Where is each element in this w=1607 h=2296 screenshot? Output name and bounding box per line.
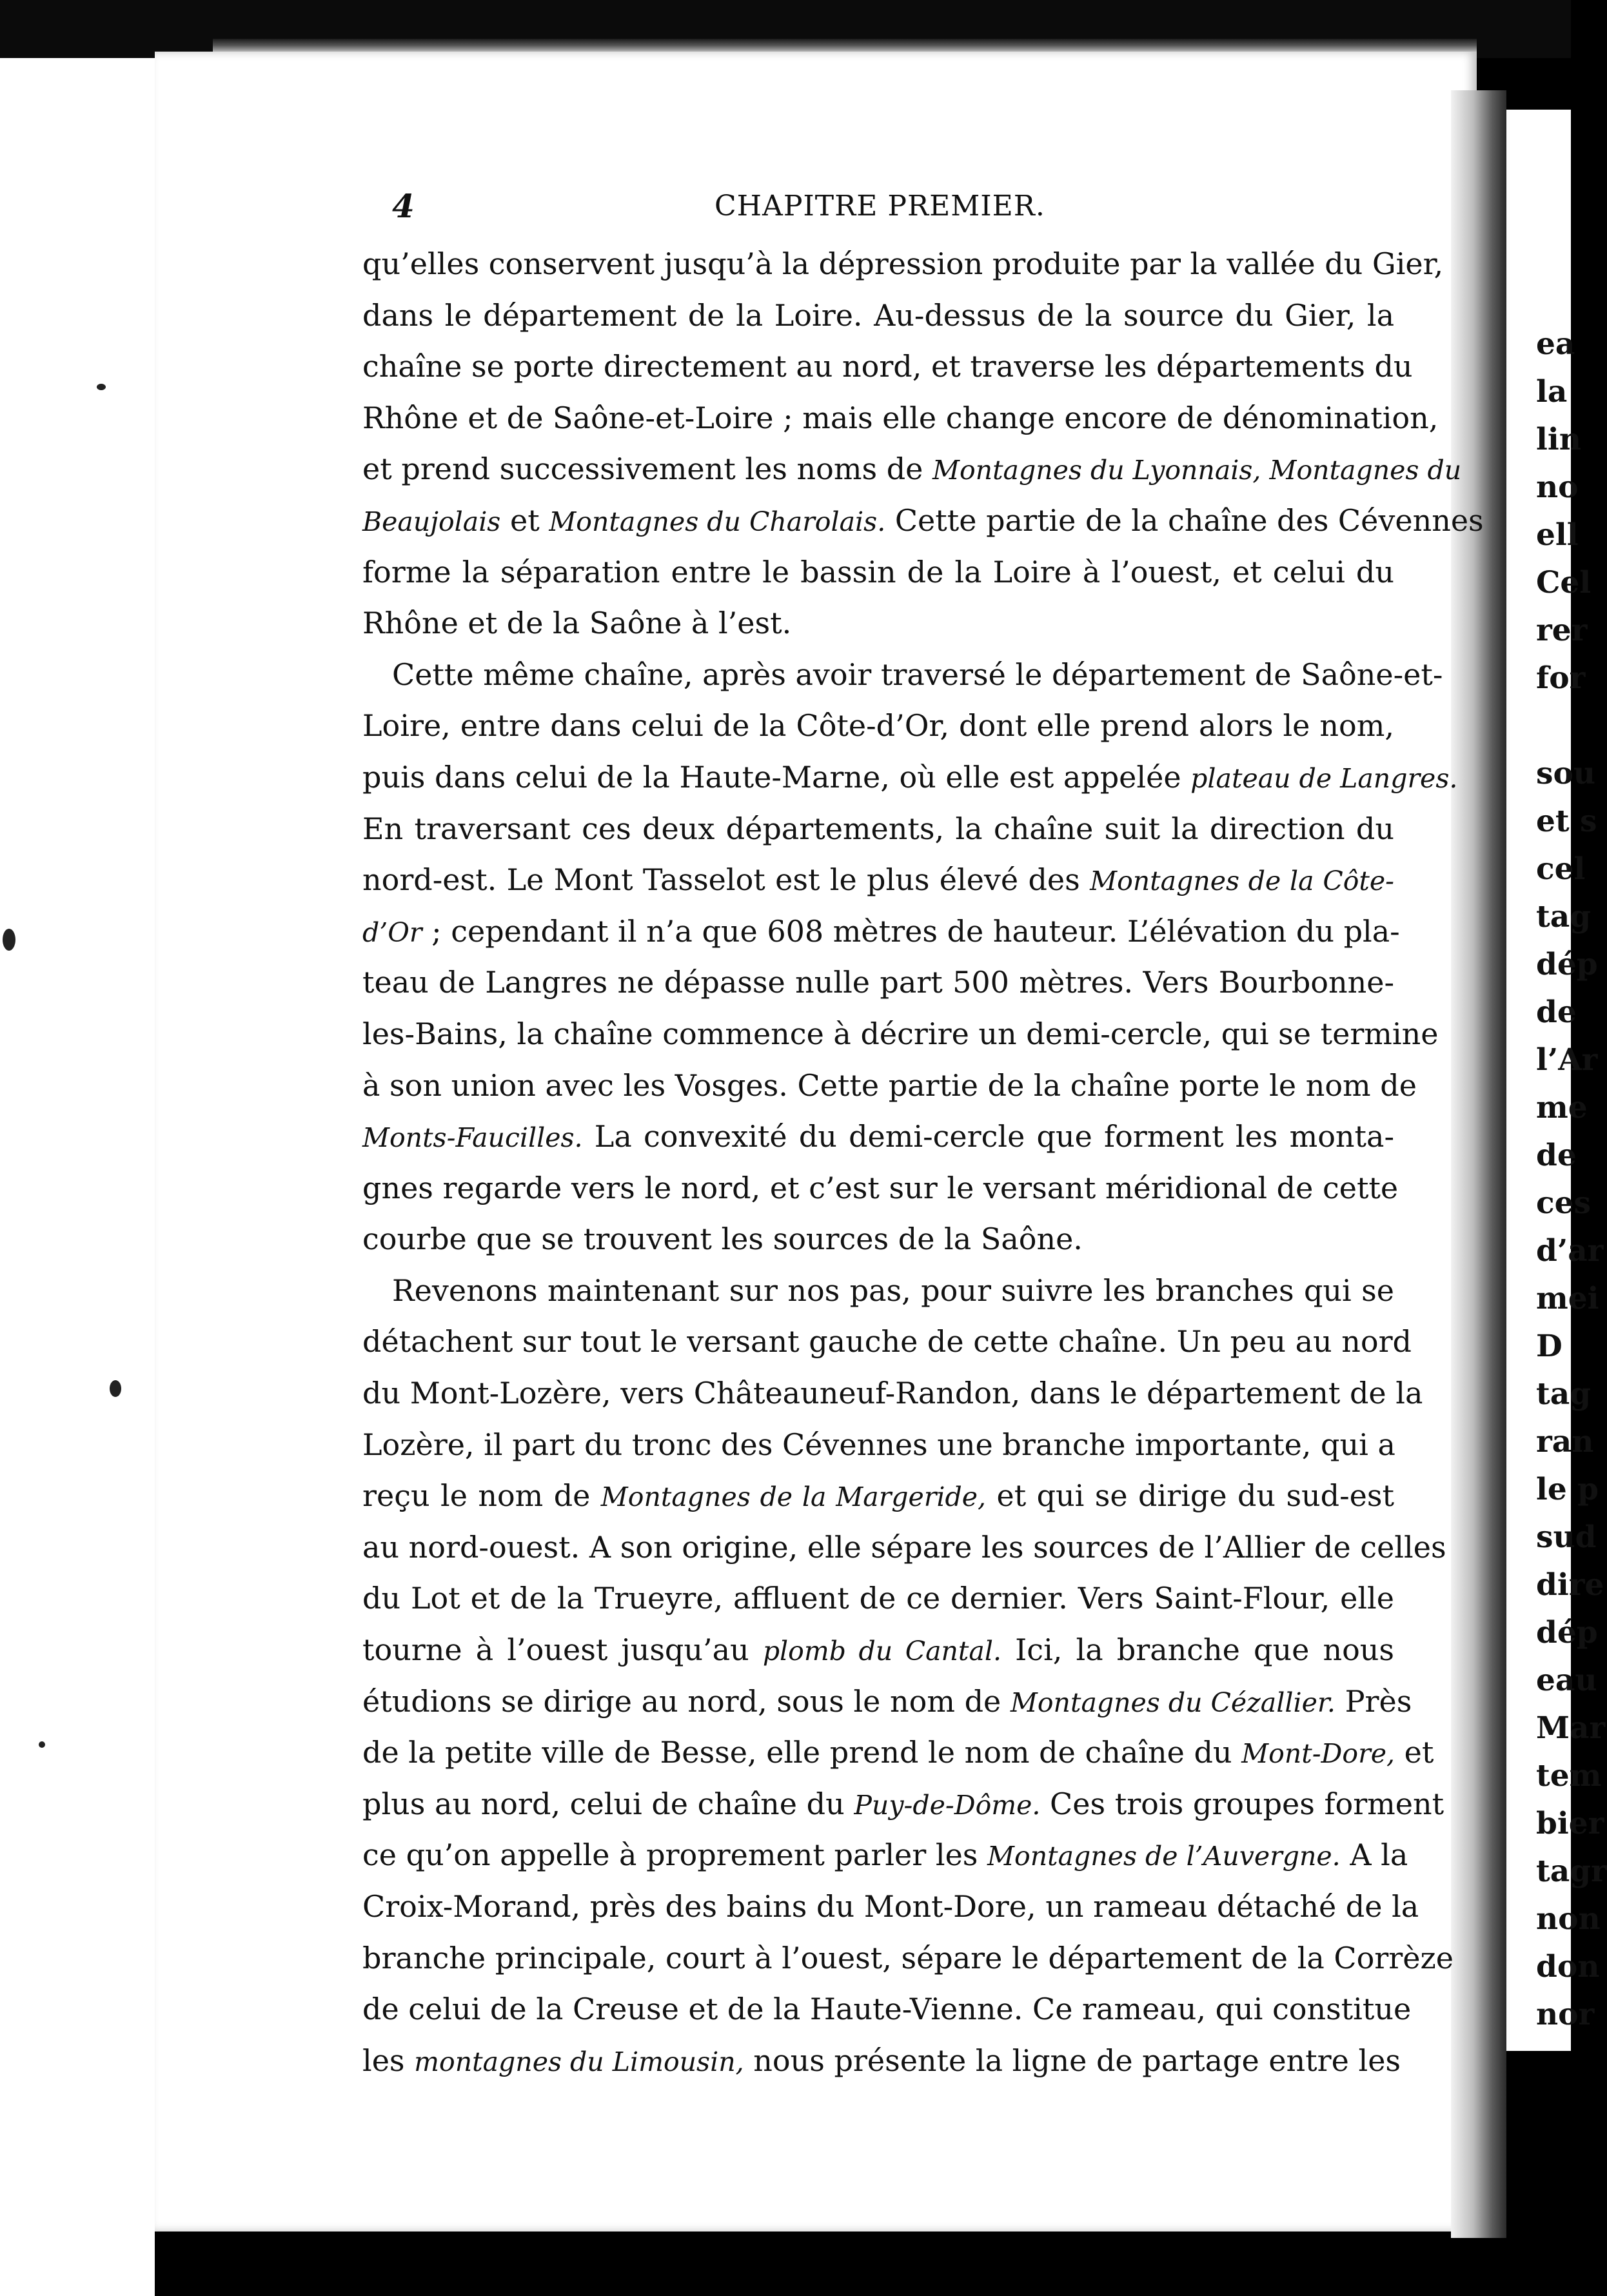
body-text — [362, 239, 1484, 2086]
text-line — [362, 649, 1443, 701]
text-line — [362, 906, 1400, 958]
italic-term: Puy-de-Dôme. — [854, 1789, 1041, 1821]
italic-term: plomb du Cantal. — [762, 1636, 1001, 1667]
facing-page-fragment: tagr — [1536, 1854, 1607, 1889]
text-line — [362, 393, 1439, 444]
text-line — [362, 1265, 1394, 1317]
text-run: teau de Langres ne dépasse nulle part 500 mètres. Vers Bourbonne- — [362, 965, 1394, 1000]
facing-page-fragment: mei — [1536, 1281, 1599, 1316]
facing-page-fragment: dép — [1536, 1615, 1598, 1650]
facing-page-fragment: rer — [1536, 613, 1588, 648]
text-run: plus au nord, celui de chaîne du — [362, 1786, 854, 1821]
facing-page-fragment: tag — [1536, 1376, 1592, 1412]
facing-page-fragment: bier — [1536, 1806, 1604, 1841]
facing-page-fragment: de — [1536, 995, 1577, 1030]
text-run: Loire, entre dans celui de la Côte-d’Or, dont elle prend alors le nom, — [362, 708, 1394, 744]
facing-page-fragment: non — [1536, 1901, 1601, 1937]
text-run: et prend successivement les noms de — [362, 451, 932, 487]
italic-term: plateau de Langres. — [1190, 762, 1458, 794]
text-run: courbe que se trouvent les sources de la Saône. — [362, 1222, 1083, 1257]
text-run: Ici, la branche que nous — [1001, 1632, 1395, 1668]
text-line — [362, 700, 1394, 752]
text-line — [362, 1420, 1394, 1471]
facing-page-fragment: for — [1536, 660, 1586, 696]
text-run: puis dans celui de la Haute-Marne, où elle est appelée — [362, 759, 1191, 795]
facing-page-fragment: eau — [1536, 1663, 1597, 1698]
text-run: dans le département de la Loire. Au-dessus de la source du Gier, la — [362, 297, 1394, 333]
facing-page-fragment: Mar — [1536, 1710, 1606, 1746]
text-run: Cette partie de la chaîne des Cévennes — [885, 502, 1484, 538]
text-run: En traversant ces deux départements, la chaîne suit la direction du — [362, 811, 1394, 846]
text-line — [362, 1779, 1444, 1830]
italic-term: Beaujolais — [362, 506, 501, 537]
text-run: les-Bains, la chaîne commence à décrire un demi-cercle, qui se termine — [362, 1016, 1439, 1051]
facing-page-fragment: Cel — [1536, 565, 1592, 600]
text-line — [362, 1727, 1434, 1779]
text-line — [362, 598, 1394, 649]
facing-page-fragment: don — [1536, 1949, 1600, 1984]
text-line — [362, 855, 1394, 906]
facing-page-fragment: tem — [1536, 1758, 1602, 1794]
text-run: et — [500, 502, 549, 538]
facing-page-fragment: l’Ar — [1536, 1042, 1598, 1078]
facing-page-fragment: me — [1536, 1090, 1588, 1125]
text-run: Cette même chaîne, après avoir traversé le département de Saône-et- — [392, 657, 1443, 692]
text-line — [362, 752, 1458, 804]
scan-speck — [97, 384, 106, 390]
italic-term: Mont-Dore, — [1241, 1738, 1395, 1770]
text-run: étudions se dirige au nord, sous le nom de — [362, 1683, 1011, 1719]
text-line — [362, 2035, 1401, 2087]
text-run: Près — [1335, 1683, 1412, 1719]
text-run: du Lot et de la Trueyre, affluent de ce dernier. Vers Saint-Flour, elle — [362, 1581, 1394, 1616]
facing-page-fragment: la — [1536, 374, 1568, 410]
facing-page-fragment: ea — [1536, 326, 1575, 362]
text-line — [362, 341, 1413, 393]
running-head: CHAPITRE PREMIER. — [715, 190, 1045, 223]
text-run: les — [362, 2043, 415, 2078]
text-line — [362, 1625, 1394, 1676]
facing-page-fragment: ran — [1536, 1424, 1594, 1460]
text-run: La convexité du demi-cercle que forment les monta- — [582, 1119, 1394, 1154]
text-line — [362, 1214, 1394, 1265]
italic-term: Montagnes du Cézallier. — [1010, 1687, 1336, 1718]
text-line — [362, 1984, 1412, 2035]
text-run: détachent sur tout le versant gauche de cette chaîne. Un peu au nord — [362, 1324, 1412, 1360]
facing-page-fragment: de — [1536, 1138, 1577, 1173]
text-run: Rhône et de Saône-et-Loire ; mais elle change encore de dénomination, — [362, 400, 1439, 435]
text-run: reçu le nom de — [362, 1478, 601, 1514]
text-run: et — [1395, 1735, 1434, 1770]
book-gutter — [1451, 90, 1506, 2238]
scan-left-margin — [0, 0, 155, 2296]
scan-speck — [3, 929, 15, 951]
text-run: chaîne se porte directement au nord, et traverse les départements du — [362, 349, 1413, 384]
text-line — [362, 1060, 1417, 1112]
text-line — [362, 1163, 1399, 1214]
scan-speck — [39, 1741, 45, 1748]
facing-page-fragment: le p — [1536, 1472, 1599, 1507]
facing-page-fragment: cel — [1536, 851, 1586, 887]
facing-page-fragment: dire — [1536, 1567, 1604, 1603]
facing-page-fragment: nor — [1536, 1997, 1595, 2032]
facing-page-fragment: et s — [1536, 804, 1597, 839]
facing-page-edge — [1506, 110, 1607, 2051]
italic-term: Montagnes de la Margeride, — [600, 1481, 987, 1513]
text-line — [362, 290, 1394, 342]
italic-term: Montagnes du Lyonnais, Montagnes du — [932, 455, 1462, 486]
text-run: ce qu’on appelle à proprement parler les — [362, 1837, 988, 1873]
text-run: Lozère, il part du tronc des Cévennes une branche importante, qui a — [362, 1427, 1395, 1462]
text-line — [362, 547, 1394, 599]
facing-page-fragment: sud — [1536, 1519, 1597, 1555]
text-run: Revenons maintenant sur nos pas, pour suivre les branches qui se — [392, 1272, 1394, 1308]
text-run: et qui se dirige du sud-est — [986, 1478, 1394, 1514]
facing-page-fragment: no — [1536, 470, 1579, 505]
text-run: Ces trois groupes forment — [1040, 1786, 1444, 1821]
text-line — [362, 239, 1444, 290]
text-run: de celui de la Creuse et de la Haute-Vienne. Ce rameau, qui constitue — [362, 1992, 1412, 2027]
text-run: Rhône et de la Saône à l’est. — [362, 606, 792, 641]
facing-page-fragment: ces — [1536, 1185, 1591, 1221]
facing-page-fragment: lin — [1536, 422, 1581, 457]
italic-term: Montagnes du Charolais. — [549, 506, 886, 537]
facing-page-fragment: ell — [1536, 517, 1579, 553]
text-line — [362, 1830, 1408, 1881]
page-header — [392, 187, 1385, 232]
text-line — [362, 957, 1394, 1009]
italic-term: Monts-Faucilles. — [362, 1122, 583, 1154]
text-run: du Mont-Lozère, vers Châteauneuf-Randon, dans le département de la — [362, 1376, 1423, 1411]
text-line — [362, 1470, 1394, 1522]
text-run: forme la séparation entre le bassin de la Loire à l’ouest, et celui du — [362, 554, 1394, 589]
text-run: branche principale, court à l’ouest, sépare le département de la Corrèze — [362, 1940, 1454, 1975]
facing-page-fragment: tag — [1536, 899, 1592, 935]
text-run: à son union avec les Vosges. Cette partie de la chaîne porte le nom de — [362, 1067, 1417, 1103]
text-line — [362, 1933, 1454, 1984]
text-run: tourne à l’ouest jusqu’au — [362, 1632, 763, 1668]
text-run: Croix-Morand, près des bains du Mont-Dore, un rameau détaché de la — [362, 1889, 1419, 1924]
facing-page-fragment: dép — [1536, 947, 1598, 982]
text-line — [362, 1881, 1419, 1933]
text-line — [362, 495, 1484, 547]
text-run: ; cependant il n’a que 608 mètres de hauteur. L’élévation du pla- — [422, 913, 1400, 949]
italic-term: Montagnes de la Côte- — [1090, 866, 1394, 897]
text-line — [362, 1316, 1412, 1368]
text-line — [362, 1111, 1394, 1163]
page-number: 4 — [392, 187, 415, 225]
text-line — [362, 1009, 1439, 1060]
facing-page-fragment: d’ar — [1536, 1233, 1604, 1269]
facing-page-fragment: sou — [1536, 756, 1595, 791]
text-line — [362, 1676, 1412, 1728]
text-run: gnes regarde vers le nord, et c’est sur le versant méridional de cette — [362, 1170, 1399, 1205]
text-run: nous présente la ligne de partage entre les — [744, 2043, 1401, 2078]
text-line — [362, 1522, 1446, 1574]
facing-page-fragment: D — [1536, 1329, 1563, 1364]
scan-speck — [110, 1380, 121, 1397]
text-line — [362, 1573, 1394, 1625]
italic-term: d’Or — [362, 916, 422, 948]
text-run: au nord-ouest. A son origine, elle sépare les sources de l’Allier de celles — [362, 1529, 1446, 1565]
text-run: A la — [1340, 1837, 1408, 1873]
italic-term: montagnes du Limousin, — [414, 2046, 744, 2077]
text-line — [362, 444, 1462, 495]
text-run: qu’elles conservent jusqu’à la dépression produite par la vallée du Gier, — [362, 246, 1444, 281]
text-line — [362, 804, 1394, 855]
text-line — [362, 1368, 1423, 1420]
italic-term: Montagnes de l’Auvergne. — [987, 1841, 1341, 1872]
text-run: de la petite ville de Besse, elle prend le nom de chaîne du — [362, 1735, 1242, 1770]
text-run: nord-est. Le Mont Tasselot est le plus élevé des — [362, 862, 1090, 898]
